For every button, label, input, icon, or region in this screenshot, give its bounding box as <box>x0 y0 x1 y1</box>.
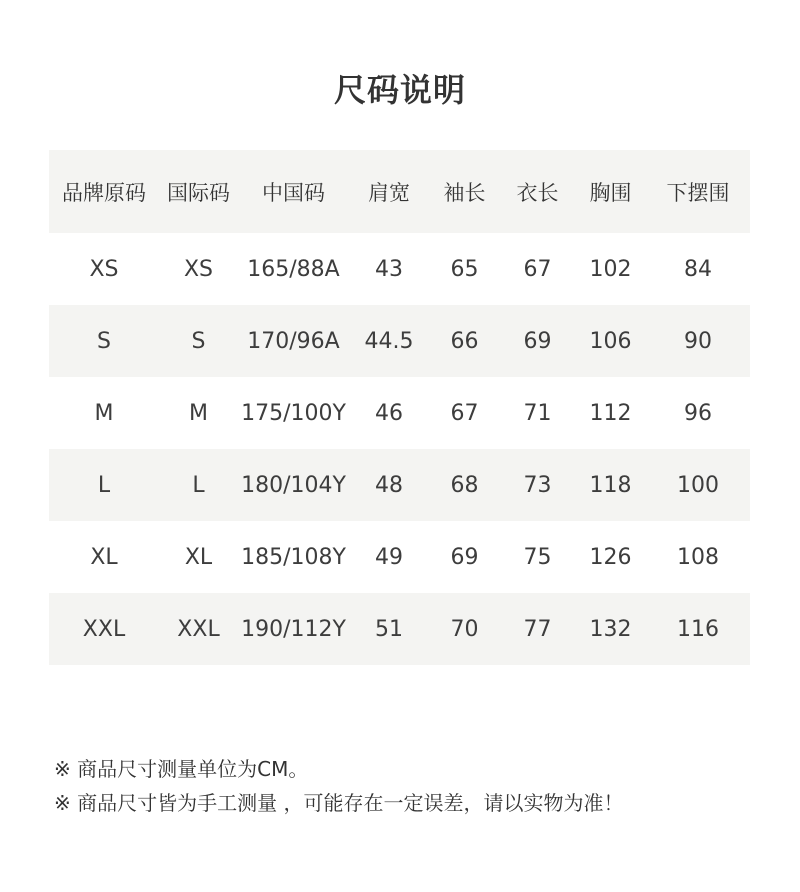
table-row <box>49 521 750 593</box>
table-row <box>49 233 750 305</box>
table-cell: 116 <box>677 616 719 642</box>
header-shoulder-width: 肩宽 <box>368 180 410 205</box>
table-cell: 48 <box>375 472 403 498</box>
header-brand-size: 品牌原码 <box>62 180 146 205</box>
table-cell: XXL <box>177 616 220 642</box>
table-cell: 43 <box>375 256 403 282</box>
table-cell: XL <box>184 544 213 570</box>
table-cell: 77 <box>523 616 552 642</box>
table-cell: 70 <box>450 616 479 642</box>
table-cell: 73 <box>523 472 552 498</box>
table-cell: 96 <box>684 400 712 426</box>
table-cell: XS <box>183 256 214 282</box>
table-cell: 49 <box>375 544 403 570</box>
table-cell: 84 <box>684 256 712 282</box>
table-row <box>49 305 750 377</box>
header-intl-size: 国际码 <box>167 180 230 205</box>
header-china-size: 中国码 <box>262 180 325 205</box>
table-row <box>49 593 750 665</box>
table-cell: 190/112Y <box>241 616 346 642</box>
table-cell: 112 <box>589 400 632 426</box>
table-header-row <box>49 150 750 233</box>
table-cell: L <box>192 472 205 498</box>
table-cell: 126 <box>589 544 632 570</box>
table-cell: 51 <box>375 616 403 642</box>
table-cell: 165/88A <box>247 256 340 282</box>
table-cell: 106 <box>589 328 632 354</box>
table-cell: 90 <box>684 328 712 354</box>
size-chart-table <box>49 150 750 665</box>
table-row <box>49 377 750 449</box>
table-cell: 180/104Y <box>241 472 346 498</box>
header-chest: 胸围 <box>589 180 632 205</box>
table-cell: 170/96A <box>247 328 340 354</box>
page-title: 尺码说明 <box>333 71 466 109</box>
table-cell: S <box>191 328 206 354</box>
table-cell: 67 <box>450 400 479 426</box>
table-cell: 100 <box>677 472 719 498</box>
table-cell: 65 <box>450 256 479 282</box>
table-cell: 67 <box>523 256 552 282</box>
table-cell: 46 <box>375 400 403 426</box>
table-cell: 69 <box>450 544 479 570</box>
table-cell: M <box>94 400 114 426</box>
table-cell: 175/100Y <box>241 400 346 426</box>
table-cell: XXL <box>82 616 126 642</box>
table-cell: 102 <box>589 256 632 282</box>
table-cell: XL <box>90 544 118 570</box>
table-cell: XS <box>89 256 119 282</box>
table-cell: S <box>97 328 111 354</box>
table-row <box>49 449 750 521</box>
header-garment-length: 衣长 <box>516 180 559 205</box>
table-cell: L <box>97 472 111 498</box>
note-measurement-disclaimer: ※ 商品尺寸皆为手工测量 ，可能存在一定误差，请以实物为准！ <box>54 791 624 815</box>
table-cell: 185/108Y <box>241 544 346 570</box>
header-hem: 下摆围 <box>666 180 730 205</box>
table-cell: 118 <box>589 472 632 498</box>
note-unit: ※ 商品尺寸测量单位为CM。 <box>54 757 309 781</box>
table-cell: 69 <box>523 328 552 354</box>
header-sleeve-length: 袖长 <box>443 180 486 205</box>
table-cell: 132 <box>589 616 632 642</box>
table-cell: 71 <box>523 400 552 426</box>
table-cell: 68 <box>450 472 479 498</box>
size-notes <box>54 752 623 820</box>
table-cell: 108 <box>677 544 719 570</box>
table-cell: 66 <box>450 328 479 354</box>
table-cell: M <box>189 400 208 426</box>
table-cell: 44.5 <box>364 328 414 354</box>
table-cell: 75 <box>523 544 552 570</box>
